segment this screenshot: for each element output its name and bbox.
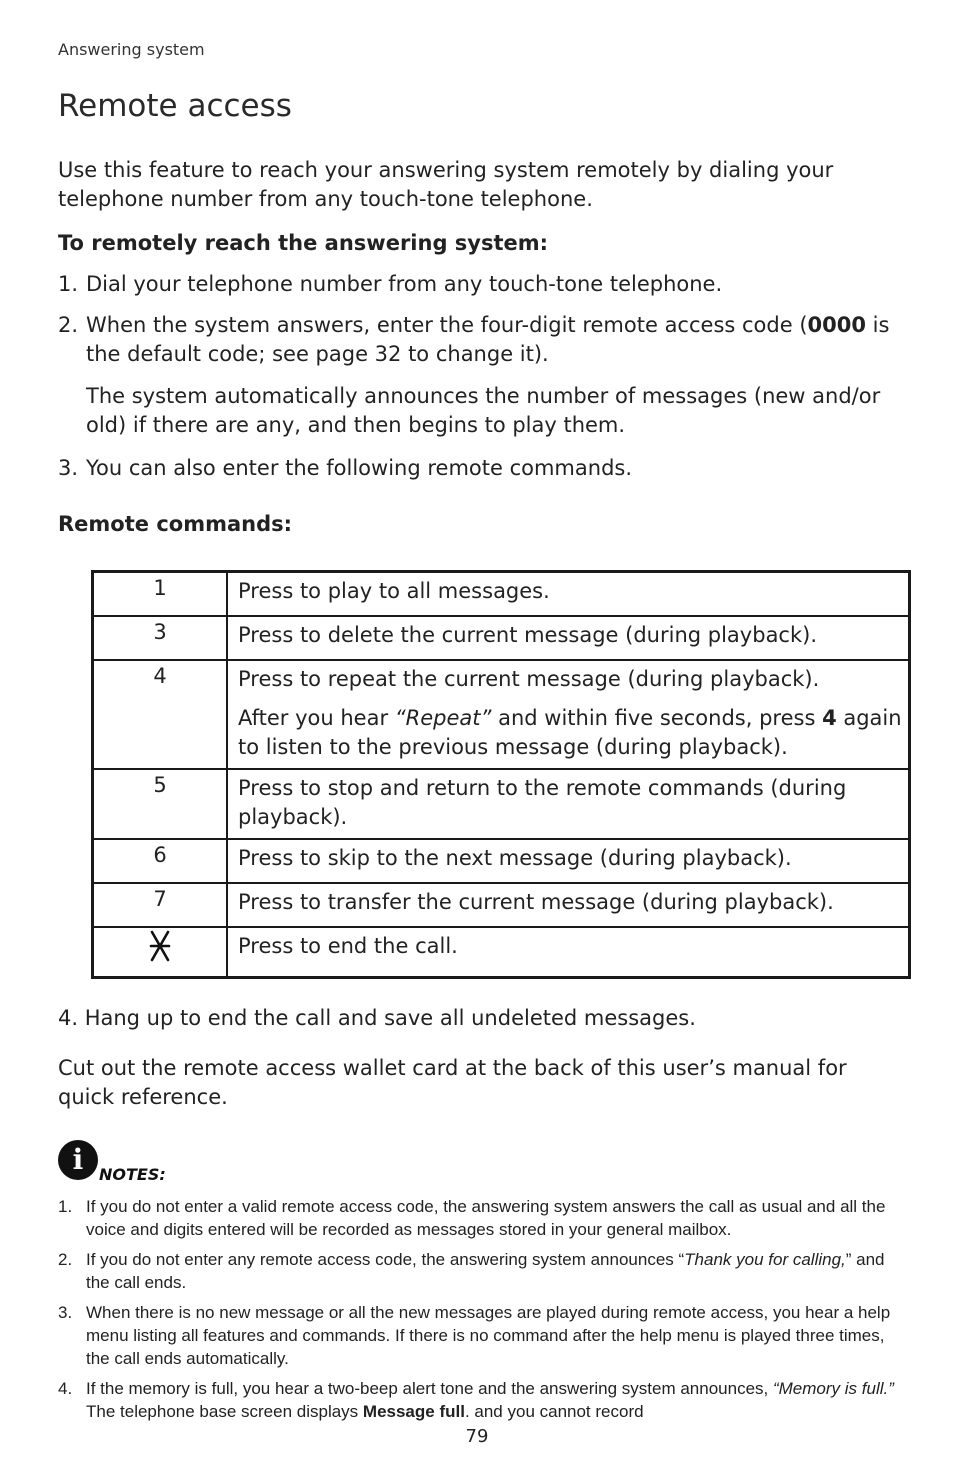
step-text-part: When the system answers, enter the four-digit remote access code ( bbox=[86, 313, 808, 337]
star-key-icon bbox=[93, 927, 228, 978]
command-row bbox=[93, 927, 910, 978]
star-key-icon-glyph bbox=[149, 929, 171, 963]
command-row bbox=[93, 572, 910, 616]
step-text-part: is the default code; see page 32 to change it). bbox=[86, 313, 890, 366]
command-row bbox=[93, 660, 910, 769]
note-1 bbox=[58, 1195, 918, 1243]
note-text: If you do not enter a valid remote access code, the answering system answers the call as usual and all the voice and digits entered will be recorded as messages stored in your general mailbox. bbox=[86, 1197, 886, 1239]
intro-paragraph: Use this feature to reach your answering system remotely by dialing your telephone number from any touch-tone telephone. bbox=[58, 158, 834, 211]
command-description: Press to delete the current message (during playback). bbox=[227, 616, 910, 660]
command-description-line bbox=[238, 704, 902, 762]
command-row bbox=[93, 769, 910, 839]
command-description-line: Press to repeat the current message (during playback). bbox=[238, 666, 820, 691]
step-number: 2. bbox=[58, 313, 79, 337]
prompt-quote: “Repeat” bbox=[394, 705, 492, 730]
step-text bbox=[86, 311, 906, 440]
note-number: 1. bbox=[58, 1197, 73, 1216]
step-3 bbox=[58, 454, 938, 484]
step-1 bbox=[58, 270, 938, 300]
text-part: After you hear bbox=[238, 705, 395, 730]
text-part: and within five seconds, press bbox=[491, 705, 823, 730]
commands-heading: Remote commands: bbox=[58, 512, 293, 536]
procedure-heading: To remotely reach the answering system: bbox=[58, 231, 549, 255]
text-part: If the memory is full, you hear a two-beep alert tone and the answering system announces, bbox=[86, 1379, 773, 1398]
running-header: Answering system bbox=[58, 40, 205, 59]
command-key: 4 bbox=[93, 660, 228, 769]
note-text bbox=[86, 1248, 901, 1294]
default-code: 0000 bbox=[807, 313, 866, 337]
step-text: You can also enter the following remote commands. bbox=[86, 456, 633, 480]
announcement-quote: “Memory is full.” bbox=[772, 1379, 894, 1398]
command-key: 5 bbox=[93, 769, 228, 839]
command-description: Press to skip to the next message (during playback). bbox=[227, 839, 910, 883]
wallet-card-note: Cut out the remote access wallet card at the back of this user’s manual for quick reference. bbox=[58, 1056, 847, 1109]
page-title: Remote access bbox=[58, 88, 292, 124]
step-note: The system automatically announces the number of messages (new and/or old) if there are any, and then begins to play them. bbox=[86, 384, 881, 437]
screen-message: Message full bbox=[362, 1402, 465, 1421]
command-description: Press to transfer the current message (during playback). bbox=[227, 883, 910, 927]
note-2 bbox=[58, 1248, 918, 1296]
text-part: The telephone base screen displays bbox=[86, 1402, 363, 1421]
step-4: 4. Hang up to end the call and save all undeleted messages. bbox=[58, 1006, 696, 1030]
step-2 bbox=[58, 311, 938, 437]
note-number: 4. bbox=[58, 1379, 73, 1398]
command-description: Press to play to all messages. bbox=[227, 572, 910, 616]
page-number: 79 bbox=[465, 1426, 489, 1447]
notes-heading: NOTES: bbox=[99, 1165, 166, 1184]
announcement-quote: Thank you for calling, bbox=[684, 1250, 846, 1269]
text-part: . and you cannot record bbox=[464, 1402, 644, 1421]
command-row bbox=[93, 883, 910, 927]
command-description bbox=[227, 660, 910, 769]
note-3 bbox=[58, 1301, 918, 1371]
command-key: 3 bbox=[93, 616, 228, 660]
note-text bbox=[86, 1377, 901, 1423]
note-4 bbox=[58, 1377, 918, 1425]
key-reference: 4 bbox=[822, 705, 837, 730]
step-number: 1. bbox=[58, 272, 79, 296]
command-row bbox=[93, 839, 910, 883]
command-description: Press to end the call. bbox=[227, 927, 910, 978]
step-text: Dial your telephone number from any touch-tone telephone. bbox=[86, 272, 723, 296]
text-part: again to listen to the previous message (during playback). bbox=[238, 705, 902, 759]
note-number: 3. bbox=[58, 1303, 73, 1322]
step-number: 3. bbox=[58, 456, 79, 480]
text-part: ” and the call ends. bbox=[86, 1250, 885, 1292]
command-key: 1 bbox=[93, 572, 228, 616]
text-part: If you do not enter any remote access code, the answering system announces “ bbox=[86, 1250, 685, 1269]
note-text: When there is no new message or all the new messages are played during remote access, you hear a help menu listing all features and commands. If there is no command after the help menu is played three times, the call ends automatically. bbox=[86, 1303, 891, 1368]
command-description: Press to stop and return to the remote commands (during playback). bbox=[227, 769, 910, 839]
command-key: 6 bbox=[93, 839, 228, 883]
remote-commands-table bbox=[91, 570, 911, 979]
command-key: 7 bbox=[93, 883, 228, 927]
note-number: 2. bbox=[58, 1250, 73, 1269]
info-icon: i bbox=[58, 1140, 98, 1180]
command-row bbox=[93, 616, 910, 660]
